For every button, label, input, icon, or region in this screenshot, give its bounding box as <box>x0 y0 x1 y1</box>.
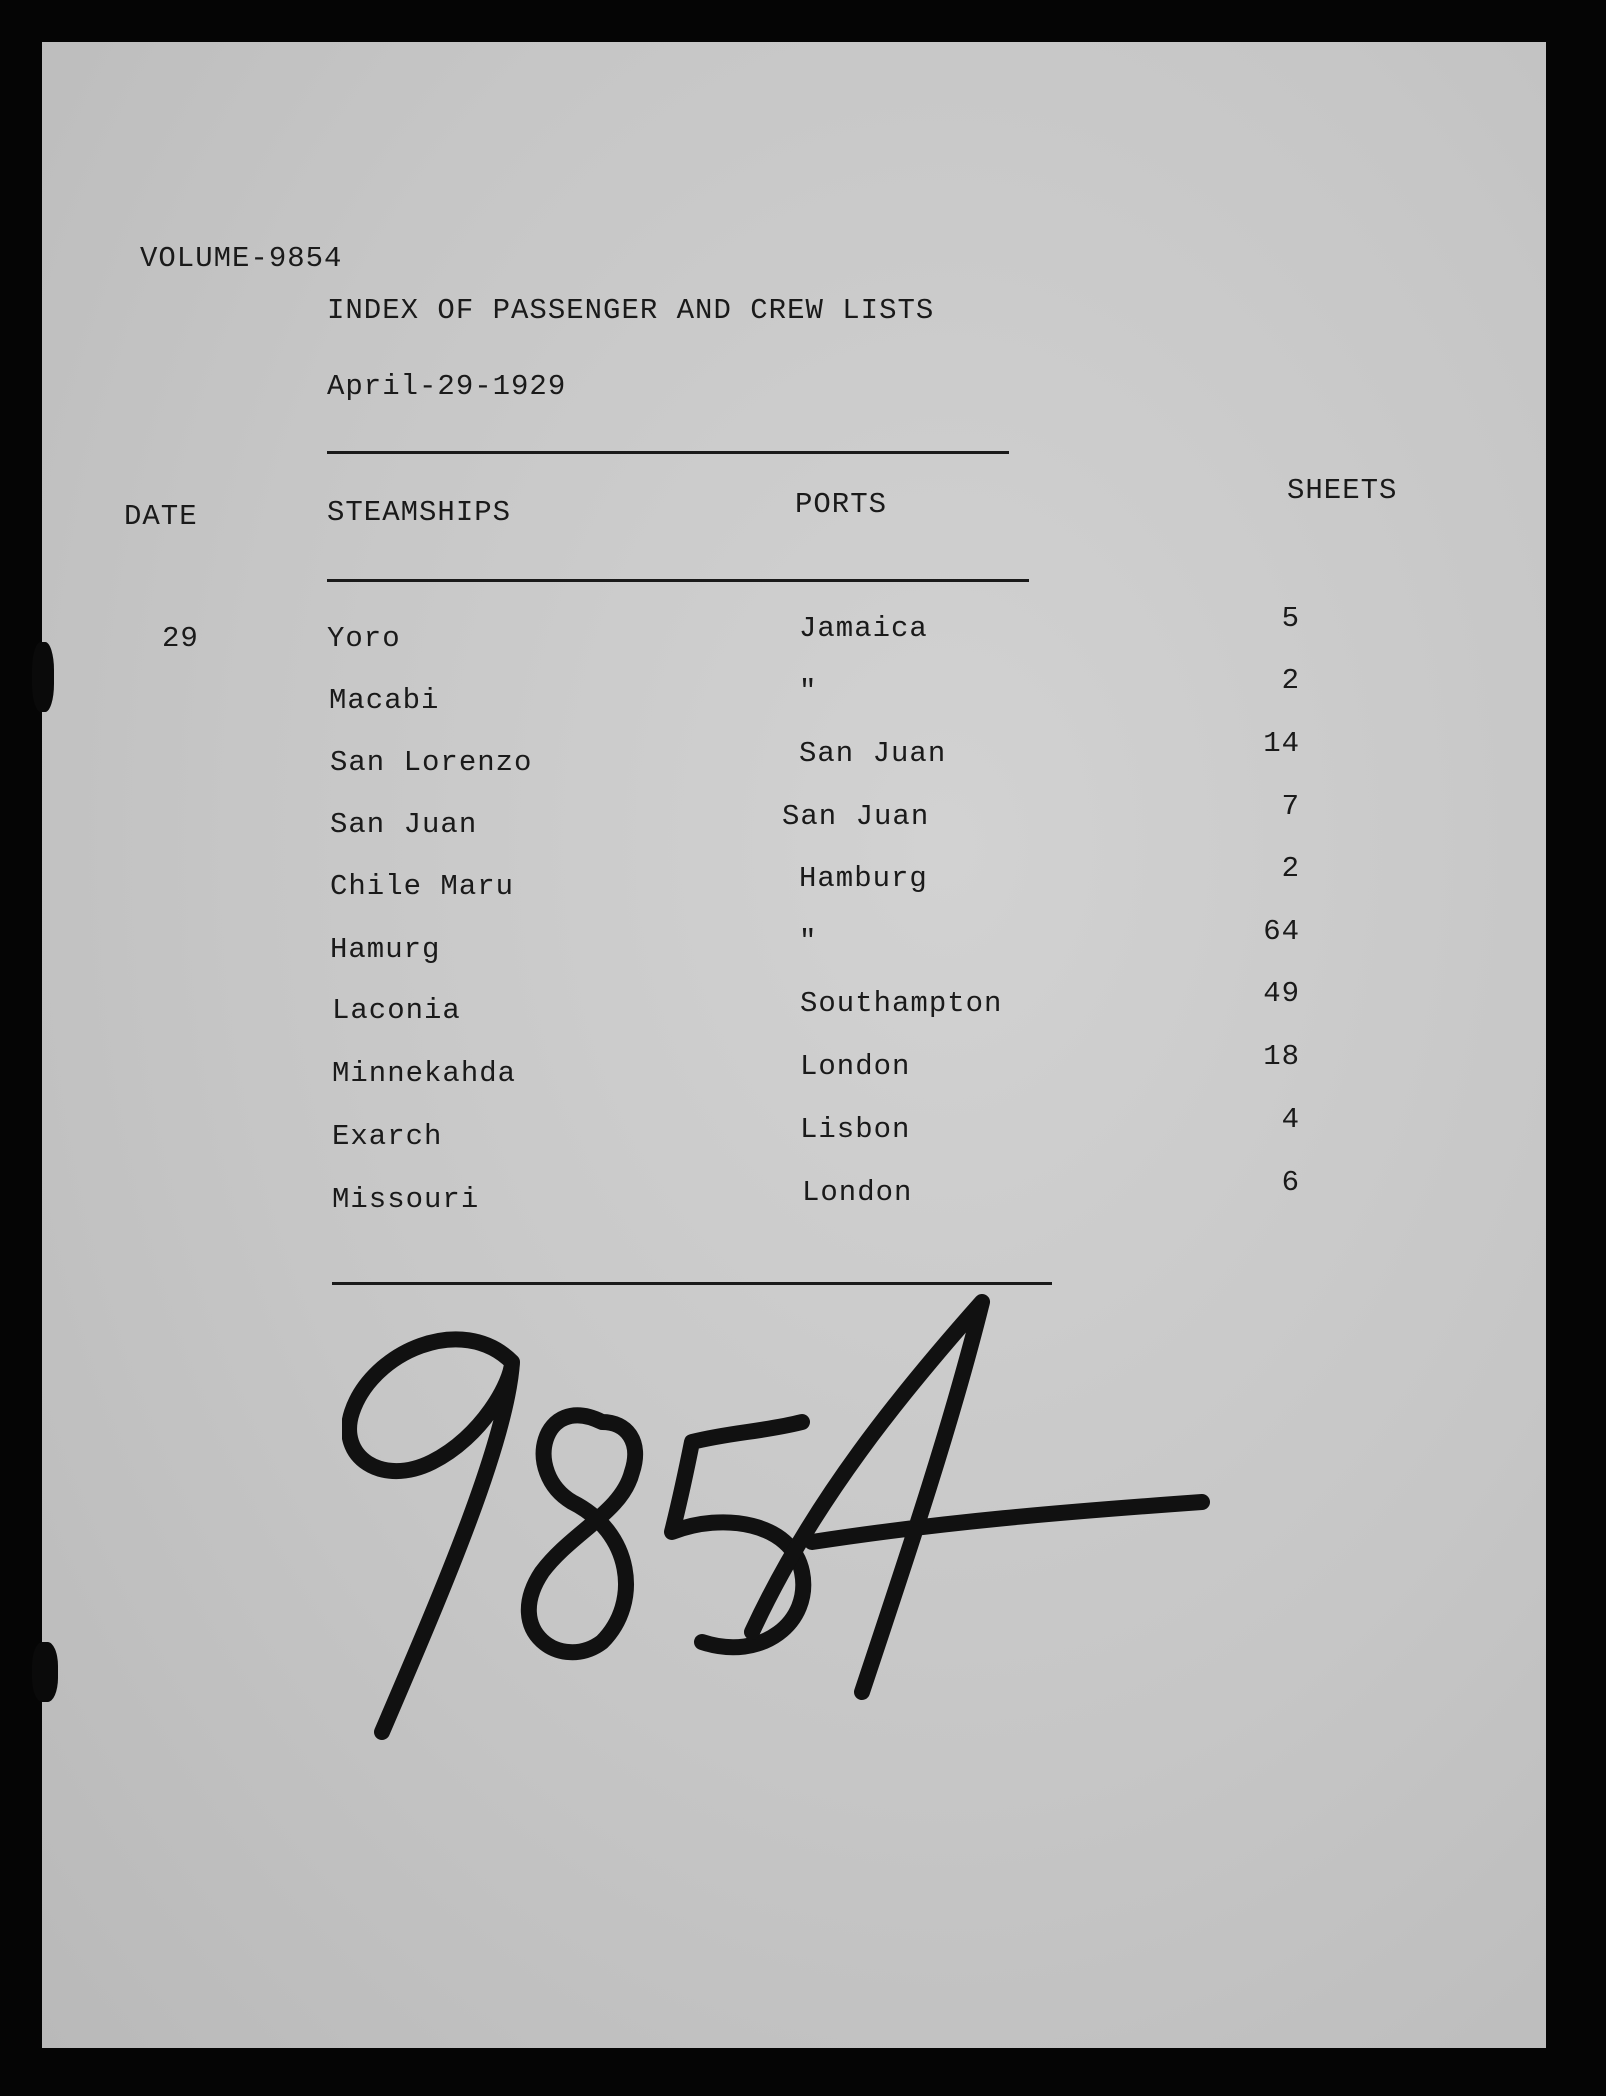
list-item: London <box>800 1050 911 1083</box>
list-item: London <box>802 1176 913 1209</box>
list-item: 49 <box>1263 977 1300 1010</box>
list-item: Laconia <box>332 994 461 1027</box>
list-item: Southampton <box>800 987 1003 1020</box>
list-item: Exarch <box>332 1120 443 1153</box>
list-item: 7 <box>1281 790 1300 823</box>
list-item: 2 <box>1281 664 1300 697</box>
binding-mark <box>32 642 54 712</box>
list-item: San Juan <box>782 800 930 833</box>
list-item: 6 <box>1281 1166 1300 1199</box>
handwritten-digit-8 <box>529 1415 635 1652</box>
list-item: Minnekahda <box>332 1057 517 1090</box>
list-item: 2 <box>1281 852 1300 885</box>
list-item: Lisbon <box>800 1113 911 1146</box>
list-item: Missouri <box>332 1183 480 1216</box>
list-item: 14 <box>1263 727 1300 760</box>
header-steamships: STEAMSHIPS <box>327 496 512 529</box>
binding-mark <box>32 1642 58 1702</box>
list-item: Jamaica <box>799 612 928 645</box>
list-item: 18 <box>1263 1040 1300 1073</box>
header-sheets: SHEETS <box>1287 474 1398 507</box>
volume-label: VOLUME-9854 <box>140 242 343 275</box>
list-item: San Lorenzo <box>330 746 533 779</box>
handwritten-digit-9 <box>349 1339 512 1732</box>
handwritten-volume-number <box>342 1272 1462 1792</box>
list-item: Yoro <box>327 622 401 655</box>
list-item: Hamurg <box>330 933 441 966</box>
handwritten-digit-5 <box>672 1422 803 1647</box>
list-item: Hamburg <box>799 862 928 895</box>
list-item: Macabi <box>329 684 440 717</box>
header-ports: PORTS <box>795 488 888 521</box>
list-item: San Juan <box>799 737 947 770</box>
handwritten-digit-4 <box>752 1302 1202 1692</box>
date-line: April-29-1929 <box>327 370 567 403</box>
entry-day: 29 <box>162 622 199 655</box>
list-item: 64 <box>1263 915 1300 948</box>
list-item: 5 <box>1281 602 1300 635</box>
header-rule <box>327 579 1029 582</box>
top-rule <box>327 451 1009 454</box>
list-item: " <box>799 675 818 708</box>
header-date: DATE <box>124 500 198 533</box>
list-item: 4 <box>1281 1103 1300 1136</box>
document-page <box>42 42 1546 2048</box>
list-item: Chile Maru <box>330 870 515 903</box>
document-title: INDEX OF PASSENGER AND CREW LISTS <box>327 294 935 327</box>
list-item: San Juan <box>330 808 478 841</box>
list-item: " <box>799 925 818 958</box>
